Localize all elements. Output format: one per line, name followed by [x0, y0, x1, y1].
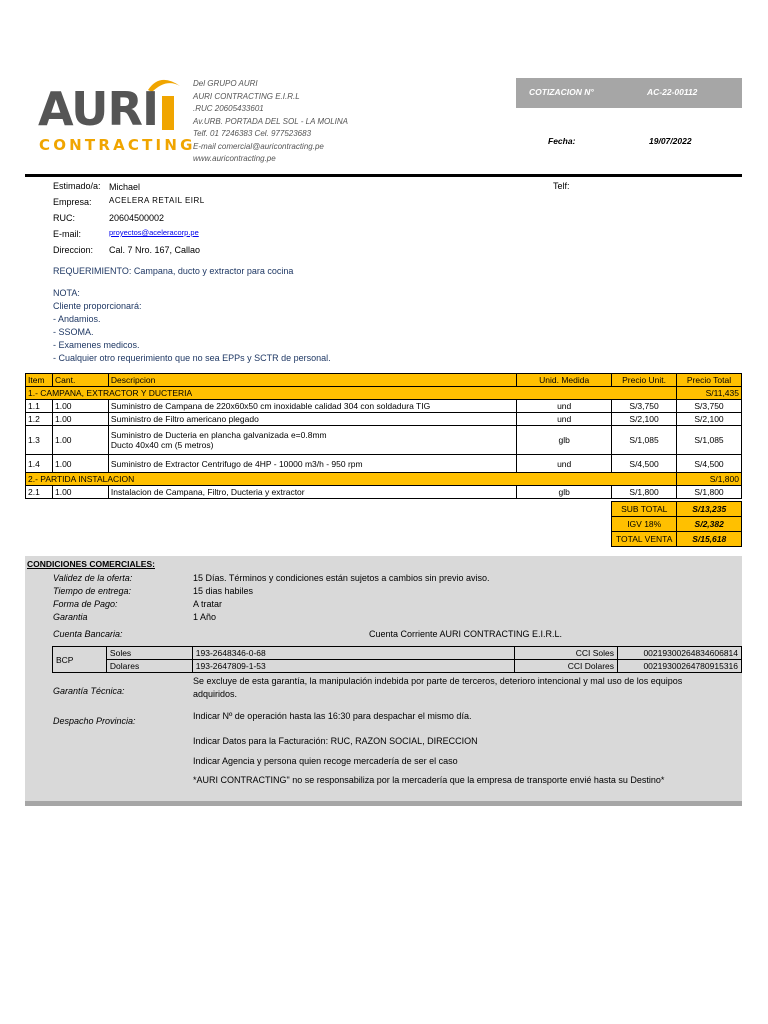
table-row: [26, 426, 742, 455]
garantia-line: Se excluye de esta garantía, la manipulación indebida por parte de terceros, deterioro intencional y mal uso de los equipos: [193, 676, 683, 686]
cant-cell: 1.00: [52, 486, 108, 499]
section-row: [26, 473, 742, 486]
pu-cell: S/1,085: [612, 426, 677, 455]
unid-cell: und: [517, 400, 612, 413]
bank-name: BCP: [53, 647, 107, 673]
bank-cci: 00219300264834606814: [618, 647, 742, 660]
pt-cell: S/4,500: [677, 455, 742, 473]
pt-cell: S/1,800: [677, 486, 742, 499]
cond-value: 15 Días. Términos y condiciones están sujetos a cambios sin previo aviso.: [193, 573, 490, 583]
total-value: S/15,618: [677, 532, 742, 547]
garantia-text: [193, 675, 682, 701]
direccion-value: Cal. 7 Nro. 167, Callao: [109, 245, 201, 255]
despacho-label: Despacho Provincia:: [53, 716, 136, 726]
ruc-value: 20604500002: [109, 213, 165, 223]
section-row: [26, 387, 742, 400]
despacho-line: Indicar Datos para la Facturación: RUC, RAZON SOCIAL, DIRECCION: [193, 736, 478, 746]
bank-currency: Dolares: [106, 660, 192, 673]
requerimiento: REQUERIMIENTO: Campana, ducto y extractor para cocina: [53, 266, 294, 276]
item-cell: 1.2: [26, 413, 53, 426]
desc-cell: Instalacion de Campana, Filtro, Ducteria y extractor: [108, 486, 516, 499]
header-cell: Unid. Medida: [517, 374, 612, 387]
desc-cell: [108, 426, 516, 455]
quote-label: COTIZACION N°: [529, 87, 594, 97]
header-cell: Descripcion: [108, 374, 516, 387]
quote-number: AC-22-00112: [647, 87, 698, 97]
info-line: Del GRUPO AURI: [193, 79, 258, 88]
nota-line: NOTA:: [53, 288, 80, 298]
bank-account: 193-2648346-0-68: [192, 647, 514, 660]
bank-account: 193-2647809-1-53: [192, 660, 514, 673]
despacho-line: Indicar Agencia y persona quien recoge mercadería de ser el caso: [193, 756, 458, 766]
bank-row: [53, 647, 742, 660]
conditions-title: CONDICIONES COMERCIALES:: [27, 559, 155, 569]
cant-cell: 1.00: [52, 455, 108, 473]
company-logo: [38, 72, 196, 162]
table-row: [26, 455, 742, 473]
subtotal-row: [612, 502, 742, 517]
company-info: [193, 78, 348, 166]
table-header: [26, 374, 742, 387]
pt-cell: S/1,085: [677, 426, 742, 455]
bank-cci-label: CCI Soles: [515, 647, 618, 660]
desc-line: Suministro de Ducteria en plancha galvanizada e=0.8mm: [110, 430, 327, 440]
bank-currency: Soles: [106, 647, 192, 660]
section-title: 2.- PARTIDA INSTALACION: [26, 473, 677, 486]
email-link[interactable]: proyectos@aceleracorp.pe: [109, 228, 199, 237]
nota-line: - Examenes medicos.: [53, 340, 140, 350]
cond-value: 1 Año: [193, 612, 217, 622]
cond-label: Tiempo de entrega:: [53, 586, 131, 596]
items-table: [25, 373, 742, 499]
despacho-line: Indicar Nº de operación hasta las 16:30 para despachar el mismo día.: [193, 711, 472, 721]
bank-row: [53, 660, 742, 673]
cuenta-title: Cuenta Corriente AURI CONTRACTING E.I.R.L.: [369, 629, 563, 639]
despacho-line: *AURI CONTRACTING" no se responsabiliza por la mercadería que la empresa de transporte envié hasta su Destino*: [193, 775, 665, 785]
cant-cell: 1.00: [52, 426, 108, 455]
cant-cell: 1.00: [52, 413, 108, 426]
header-cell: Item: [26, 374, 53, 387]
info-line: AURI CONTRACTING E.I.R.L: [193, 91, 300, 101]
info-line: E-mail comercial@auricontracting.pe: [193, 141, 324, 151]
section-total: S/1,800: [677, 473, 742, 486]
table-row: [26, 413, 742, 426]
pu-cell: S/2,100: [612, 413, 677, 426]
table-row: [26, 486, 742, 499]
estimado-label: Estimado/a:: [53, 181, 101, 191]
desc-cell: Suministro de Campana de 220x60x50 cm inoxidable calidad 304 con soldadura TIG: [108, 400, 516, 413]
estimado-value: Michael: [109, 182, 141, 192]
pt-cell: S/3,750: [677, 400, 742, 413]
info-line: .RUC 20605433601: [193, 104, 264, 113]
subtotal-value: S/13,235: [677, 502, 742, 517]
email-label: E-mail:: [53, 229, 82, 239]
divider: [25, 174, 742, 177]
header-cell: Cant.: [52, 374, 108, 387]
panel-bottom-bar: [25, 801, 742, 806]
cant-cell: 1.00: [52, 400, 108, 413]
info-line: Telf. 01 7246383 Cel. 977523683: [193, 129, 312, 138]
pt-cell: S/2,100: [677, 413, 742, 426]
cond-value: 15 dias habiles: [193, 586, 254, 596]
cond-label: Garantia: [53, 612, 88, 622]
nota-line: Cliente proporcionará:: [53, 301, 142, 311]
desc-cell: Suministro de Extractor Centrifugo de 4HP - 10000 m3/h - 950 rpm: [108, 455, 516, 473]
item-cell: 1.4: [26, 455, 53, 473]
total-label: TOTAL VENTA: [612, 532, 677, 547]
nota-line: - SSOMA.: [53, 327, 94, 337]
pu-cell: S/3,750: [612, 400, 677, 413]
cond-label: Validez de la oferta:: [53, 573, 133, 583]
garantia-line: adquiridos.: [193, 689, 238, 699]
empresa-label: Empresa:: [53, 197, 92, 207]
bank-cci-label: CCI Dolares: [515, 660, 618, 673]
table-row: [26, 400, 742, 413]
igv-value: S/2,382: [677, 517, 742, 532]
nota-line: - Cualquier otro requerimiento que no sea EPPs y SCTR de personal.: [53, 353, 331, 363]
nota-block: [53, 287, 331, 365]
quote-box: [516, 78, 742, 108]
nota-line: - Andamios.: [53, 314, 101, 324]
date-label: Fecha:: [548, 136, 576, 146]
ruc-label: RUC:: [53, 213, 75, 223]
pu-cell: S/4,500: [612, 455, 677, 473]
total-row: [612, 532, 742, 547]
unid-cell: und: [517, 455, 612, 473]
info-line: Av.URB. PORTADA DEL SOL - LA MOLINA: [193, 116, 349, 126]
section-total: S/11,435: [677, 387, 742, 400]
bank-cci: 00219300264780915316: [618, 660, 742, 673]
empresa-value: ACELERA RETAIL EIRL: [109, 196, 205, 205]
item-cell: 1.1: [26, 400, 53, 413]
igv-label: IGV 18%: [612, 517, 677, 532]
date-value: 19/07/2022: [649, 136, 692, 146]
logo-i-bar: [162, 96, 174, 130]
desc-cell: Suministro de Filtro americano plegado: [108, 413, 516, 426]
igv-row: [612, 517, 742, 532]
section-title: 1.- CAMPANA, EXTRACTOR Y DUCTERIA: [26, 387, 677, 400]
totals-table: [611, 501, 742, 547]
telf-label: Telf:: [553, 181, 570, 191]
cond-label: Forma de Pago:: [53, 599, 118, 609]
header-cell: Precio Unit.: [612, 374, 677, 387]
bank-table: [52, 646, 742, 673]
garantia-label: Garantía Técnica:: [53, 686, 125, 696]
item-cell: 1.3: [26, 426, 53, 455]
unid-cell: glb: [517, 426, 612, 455]
info-line: www.auricontracting.pe: [193, 154, 276, 163]
item-cell: 2.1: [26, 486, 53, 499]
cuenta-label: Cuenta Bancaria:: [53, 629, 123, 639]
header-cell: Precio Total: [677, 374, 742, 387]
unid-cell: glb: [517, 486, 612, 499]
pu-cell: S/1,800: [612, 486, 677, 499]
logo-sub: CONTRACTING: [39, 136, 196, 154]
subtotal-label: SUB TOTAL: [612, 502, 677, 517]
direccion-label: Direccion:: [53, 245, 94, 255]
cond-value: A tratar: [193, 599, 223, 609]
unid-cell: und: [517, 413, 612, 426]
desc-line: Ducto 40x40 cm (5 metros): [110, 440, 214, 450]
logo-brand: AURI: [38, 82, 159, 136]
